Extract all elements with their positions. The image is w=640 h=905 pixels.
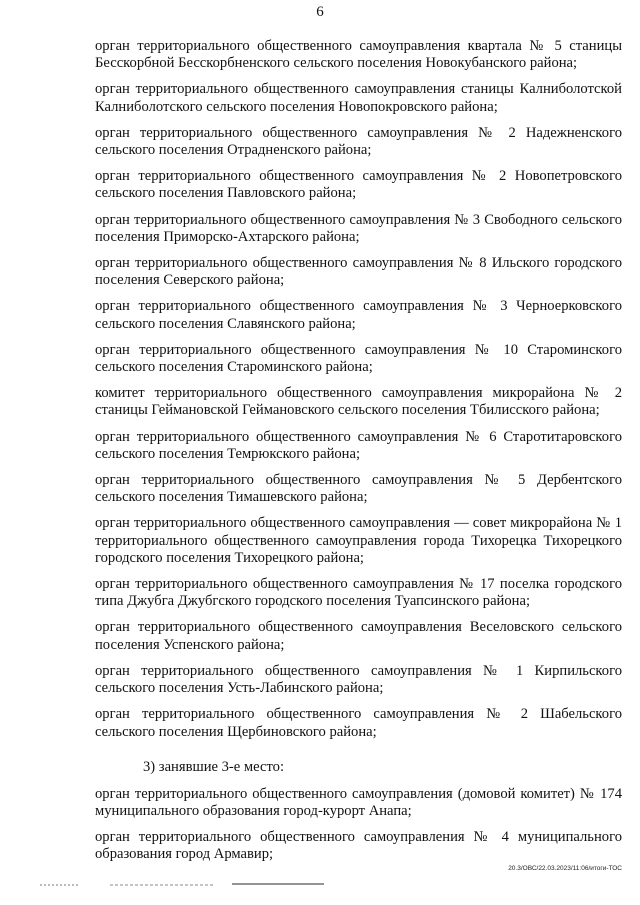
list-item: орган территориального общественного самоуправления № 2 Новопетровского сельского поселения Павловского района; bbox=[95, 168, 622, 202]
list-item: орган территориального общественного самоуправления станицы Калниболотской Калниболотского сельского поселения Новопокровского района; bbox=[95, 81, 622, 115]
list-item: орган территориального общественного самоуправления № 3 Свободного сельского поселения Приморско-Ахтарского района; bbox=[95, 211, 622, 245]
list-item: орган территориального общественного самоуправления № 2 Шабельского сельского поселения Щербиновского района; bbox=[95, 706, 622, 740]
list-item: орган территориального общественного самоуправления № 2 Надежненского сельского поселения Отрадненского района; bbox=[95, 124, 622, 159]
page-number: 6 bbox=[316, 4, 324, 20]
scan-edge-marks bbox=[0, 879, 640, 891]
list-item: орган территориального общественного самоуправления Веселовского сельского поселения Успенского района; bbox=[95, 619, 622, 653]
document-code: 20.3/ОВС/22.03.2023/11:06/итоги-ТОС bbox=[508, 865, 622, 872]
list-item: орган территориального общественного самоуправления квартала № 5 станицы Бесскорбной Бесскорбненского сельского поселения Новокубанского района; bbox=[95, 38, 622, 72]
list-item: орган территориального общественного самоуправления № 10 Староминского сельского поселения Староминского района; bbox=[95, 341, 622, 376]
list-item: орган территориального общественного самоуправления (домовой комитет) № 174 муниципального образования город-курорт Анапа; bbox=[95, 785, 622, 819]
list-item: орган территориального общественного самоуправления — совет микрорайона № 1 территориального общественного самоуправления города Тихорецка Тихорецкого городского поселения Тихорецкого района; bbox=[95, 515, 622, 566]
list-item: орган территориального общественного самоуправления № 4 муниципального образования город Армавир; bbox=[95, 829, 622, 863]
list-item: орган территориального общественного самоуправления № 17 поселка городского типа Джубга Джубгского городского поселения Туапсинского района; bbox=[95, 576, 622, 610]
list-item: орган территориального общественного самоуправления № 1 Кирпильского сельского поселения Усть-Лабинского района; bbox=[95, 662, 622, 697]
list-item: орган территориального общественного самоуправления № 3 Черноерковского сельского поселения Славянского района; bbox=[95, 298, 622, 332]
list-item: орган территориального общественного самоуправления № 5 Дербентского сельского поселения Тимашевского района; bbox=[95, 472, 622, 506]
list-item: орган территориального общественного самоуправления № 6 Старотитаровского сельского поселения Темрюкского района; bbox=[95, 428, 622, 462]
section-heading: 3) занявшие 3-е место: bbox=[143, 758, 285, 775]
list-item: комитет территориального общественного самоуправления микрорайона № 2 станицы Геймановской Геймановского сельского поселения Тбилисского района; bbox=[95, 385, 622, 419]
document-body bbox=[95, 38, 622, 873]
list-item: орган территориального общественного самоуправления № 8 Ильского городского поселения Северского района; bbox=[95, 255, 622, 289]
